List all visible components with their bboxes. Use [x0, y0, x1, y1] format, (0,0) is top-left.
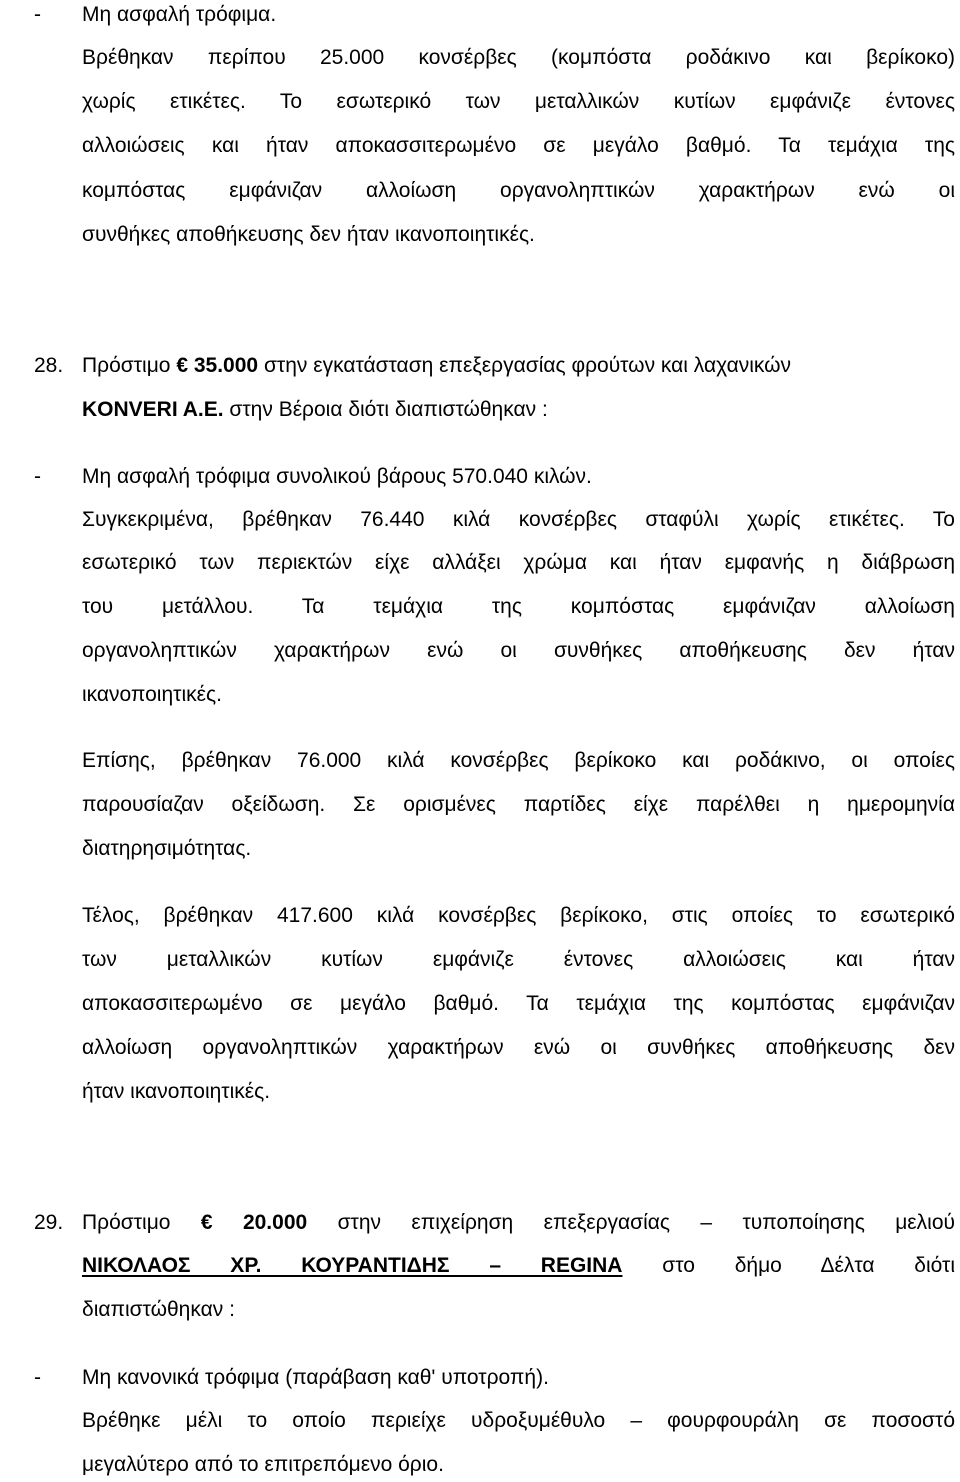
- paragraph-line: κομπόστας εμφάνιζαν αλλοίωση οργανοληπτικών χαρακτήρων ενώ οι: [82, 179, 955, 202]
- paragraph-line: Βρέθηκε μέλι το οποίο περιείχε υδροξυμέθυλο – φουρφουράλη σε ποσοστό: [82, 1409, 955, 1432]
- paragraph-line: χωρίς ετικέτες. Το εσωτερικό των μεταλλικών κυτίων εμφάνιζε έντονες: [82, 90, 955, 113]
- company-line-rest: στην Βέροια διότι διαπιστώθηκαν :: [229, 398, 548, 421]
- company-line: [82, 397, 548, 423]
- company-name: ΝΙΚΟΛΑΟΣ ΧΡ. ΚΟΥΡΑΝΤΙΔΗΣ – REGINA: [82, 1254, 623, 1277]
- paragraph-line: οργανοληπτικών χαρακτήρων ενώ οι συνθήκες αποθήκευσης δεν ήταν: [82, 639, 955, 662]
- paragraph-line: Βρέθηκαν περίπου 25.000 κονσέρβες (κομπόστα ροδάκινο και βερίκοκο): [82, 46, 955, 69]
- paragraph-line: αλλοίωση οργανοληπτικών χαρακτήρων ενώ οι συνθήκες αποθήκευσης δεν: [82, 1036, 955, 1059]
- fine-label: Πρόστιμο: [82, 1211, 171, 1234]
- fine-heading-rest: στην επιχείρηση επεξεργασίας – τυποποίησης μελιού: [337, 1211, 955, 1234]
- fine-heading-rest: στην εγκατάσταση επεξεργασίας φρούτων και λαχανικών: [263, 354, 792, 377]
- bullet-text: Μη ασφαλή τρόφιμα.: [82, 3, 277, 26]
- item-number: 29.: [34, 1211, 64, 1234]
- paragraph-line: εσωτερικό των περιεκτών είχε αλλάξει χρώμα και ήταν εμφανής η διάβρωση: [82, 551, 955, 574]
- company-line: [82, 1253, 955, 1279]
- fine-amount: € 35.000: [176, 354, 259, 377]
- paragraph-line: μεγαλύτερο από το επιτρεπόμενο όριο.: [82, 1453, 444, 1476]
- company-line-rest: στο δήμο Δέλτα διότι: [662, 1254, 955, 1277]
- paragraph-line: διαπιστώθηκαν :: [82, 1298, 235, 1321]
- bullet-text: Μη κανονικά τρόφιμα (παράβαση καθ' υποτροπή).: [82, 1366, 549, 1389]
- paragraph-line: παρουσίαζαν οξείδωση. Σε ορισμένες παρτίδες είχε παρέλθει η ημερομηνία: [82, 793, 955, 816]
- bullet-dash: -: [34, 3, 41, 26]
- paragraph-line: ήταν ικανοποιητικές.: [82, 1080, 271, 1103]
- bullet-dash: -: [34, 1366, 41, 1389]
- paragraph-line: των μεταλλικών κυτίων εμφάνιζε έντονες αλλοιώσεις και ήταν: [82, 948, 955, 971]
- paragraph-line: ικανοποιητικές.: [82, 683, 222, 706]
- item-number: 28.: [34, 354, 64, 377]
- fine-label: Πρόστιμο: [82, 354, 171, 377]
- paragraph-line: του μετάλλου. Τα τεμάχια της κομπόστας εμφάνιζαν αλλοίωση: [82, 595, 955, 618]
- paragraph-line: Επίσης, βρέθηκαν 76.000 κιλά κονσέρβες βερίκοκο και ροδάκινο, οι οποίες: [82, 749, 955, 772]
- company-name: KONVERI A.E.: [82, 398, 224, 421]
- paragraph-line: Τέλος, βρέθηκαν 417.600 κιλά κονσέρβες βερίκοκο, στις οποίες το εσωτερικό: [82, 904, 955, 927]
- fine-heading: [82, 353, 791, 379]
- fine-amount: € 20.000: [200, 1211, 308, 1234]
- paragraph-line: αλλοιώσεις και ήταν αποκασσιτερωμένο σε μεγάλο βαθμό. Τα τεμάχια της: [82, 134, 955, 157]
- bullet-dash: -: [34, 465, 41, 488]
- paragraph-line: συνθήκες αποθήκευσης δεν ήταν ικανοποιητικές.: [82, 223, 535, 246]
- paragraph-line: Συγκεκριμένα, βρέθηκαν 76.440 κιλά κονσέρβες σταφύλι χωρίς ετικέτες. Το: [82, 508, 955, 531]
- paragraph-line: αποκασσιτερωμένο σε μεγάλο βαθμό. Τα τεμάχια της κομπόστας εμφάνιζαν: [82, 992, 955, 1015]
- bullet-text: Μη ασφαλή τρόφιμα συνολικού βάρους 570.040 κιλών.: [82, 465, 592, 488]
- fine-heading: [82, 1210, 955, 1236]
- paragraph-line: διατηρησιμότητας.: [82, 837, 252, 860]
